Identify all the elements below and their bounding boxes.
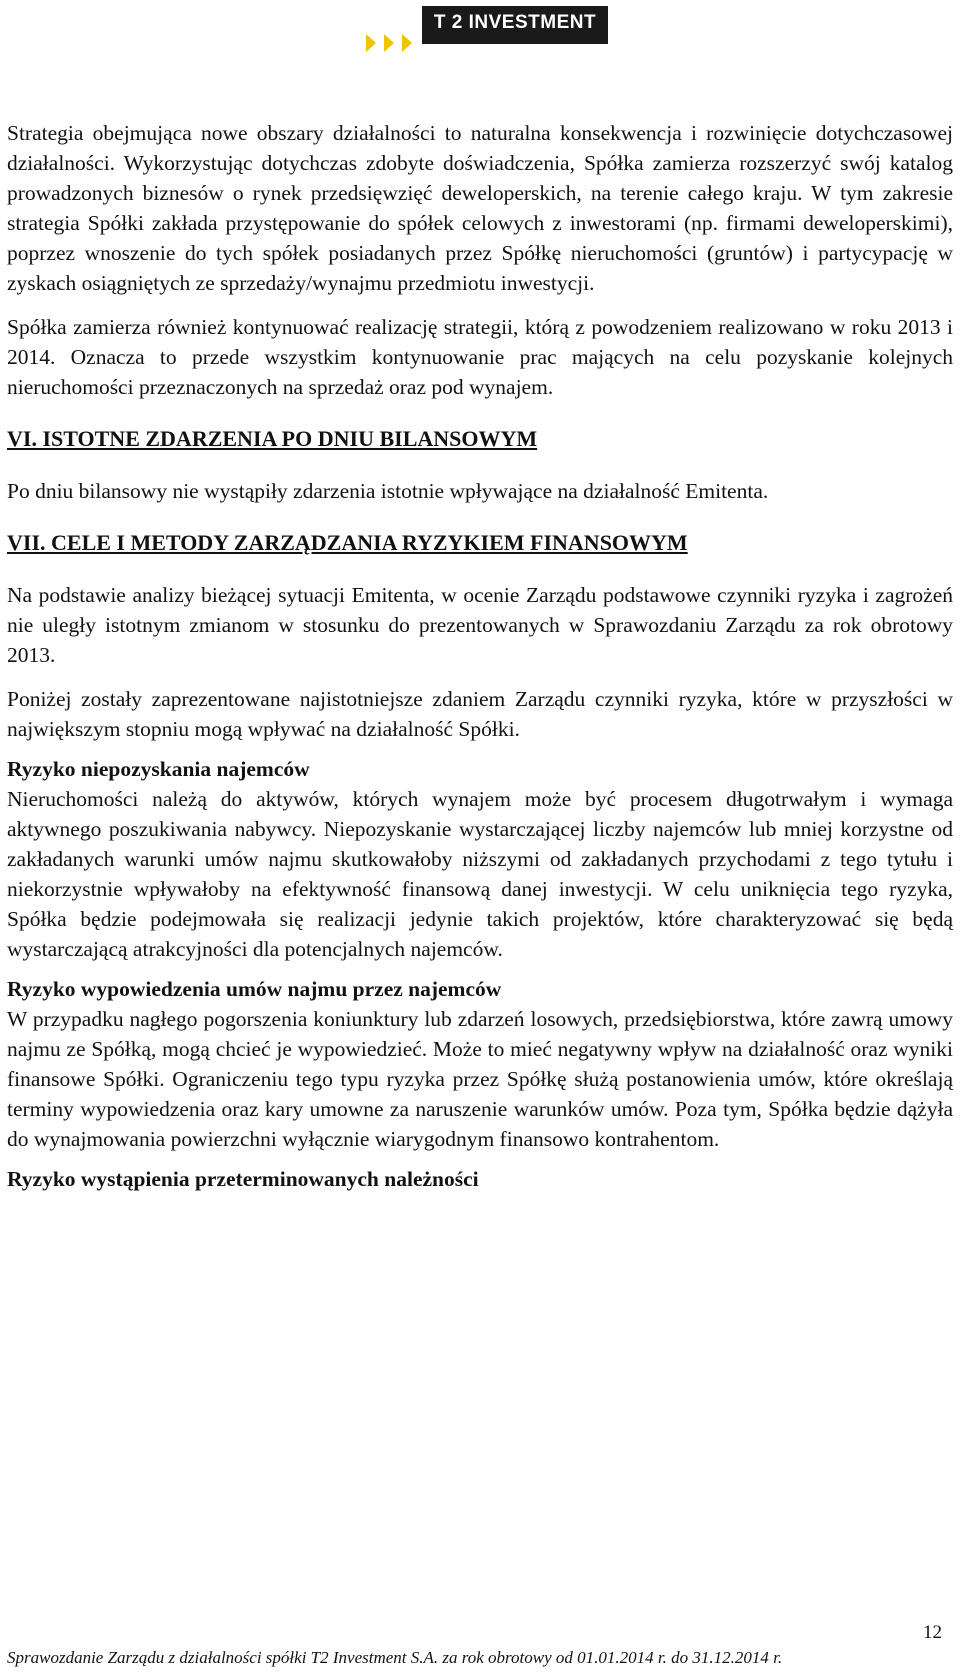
section-heading-risk: VII. CELE I METODY ZARZĄDZANIA RYZYKIEM FINANSOWYM	[7, 530, 688, 555]
paragraph-risk-termination: W przypadku nagłego pogorszenia koniunktury lub zdarzeń losowych, przedsiębiorstwa, które zawrą umowy najmu ze Spółką, mogą chcieć je wypowiedzieć. Może to mieć negatywny wpływ na działalność oraz wyniki finansowe Spółki. Ograniczeniu tego typu ryzyka przez Spółkę służą postanowienia umów, które określają terminy wypowiedzenia oraz kary umowne za naruszenie warunków umów. Poza tym, Spółka będzie dążyła do wynajmowania powierzchni wyłącznie wiarygodnym finansowo kontrahentom.	[7, 1007, 953, 1151]
document-body	[7, 118, 953, 1194]
paragraph-strategy-continued: Spółka zamierza również kontynuować realizację strategii, którą z powodzeniem realizowano w roku 2013 i 2014. Oznacza to przede wszystkim kontynuowanie prac mających na celu pozyskanie kolejnych nieruchomości przeznaczonych na sprzedaż oraz pod wynajem.	[7, 315, 953, 399]
section-heading-events: VI. ISTOTNE ZDARZENIA PO DNIU BILANSOWYM	[7, 426, 538, 451]
paragraph-strategy: Strategia obejmująca nowe obszary działalności to naturalna konsekwencja i rozwinięcie dotychczasowej działalności. Wykorzystując dotychczas zdobyte doświadczenia, Spółka zamierza rozszerzyć swój katalog prowadzonych biznesów o rynek przedsięwzięć deweloperskich, na terenie całego kraju. W tym zakresie strategia Spółki zakłada przystępowanie do spółek celowych z inwestorami (np. firmami deweloperskimi), poprzez wnoszenie do tych spółek posiadanych przez Spółkę nieruchomości (gruntów) i partycypację w zyskach osiągniętych ze sprzedaży/wynajmu przedmiotu inwestycji.	[7, 121, 953, 295]
page-footer: Sprawozdanie Zarządu z działalności spółki T2 Investment S.A. za rok obrotowy od 01.01.2014 r. do 31.12.2014 r.	[7, 1648, 783, 1667]
paragraph-risk-intro: Na podstawie analizy bieżącej sytuacji Emitenta, w ocenie Zarządu podstawowe czynniki ryzyka i zagrożeń nie uległy istotnym zmianom w stosunku do prezentowanych w Sprawozdaniu Zarządu za rok obrotowy 2013.	[7, 583, 953, 667]
paragraph-risk-list-intro: Poniżej zostały zaprezentowane najistotniejsze zdaniem Zarządu czynniki ryzyka, które w przyszłości w największym stopniu mogą wpływać na działalność Spółki.	[7, 687, 953, 741]
chevron-right-icon	[384, 34, 394, 52]
risk-heading-termination: Ryzyko wypowiedzenia umów najmu przez najemców	[7, 977, 502, 1001]
chevron-right-icon	[366, 34, 376, 52]
risk-heading-receivables: Ryzyko wystąpienia przeterminowanych należności	[7, 1167, 479, 1191]
chevron-right-icon	[402, 34, 412, 52]
paragraph-risk-tenants: Nieruchomości należą do aktywów, których wynajem może być procesem długotrwałym i wymaga aktywnego poszukiwania nabywcy. Niepozyskanie wystarczającej liczby najemców lub mniej korzystne od zakładanych warunki umów najmu skutkowałoby niższymi od zakładanych przychodami z tego tytułu i niekorzystnie wpływałoby na efektywność finansową danej inwestycji. W celu uniknięcia tego ryzyka, Spółka będzie podejmowała się realizacji jedynie takich projektów, które charakteryzować się będą wystarczającą atrakcyjności dla potencjalnych najemców.	[7, 787, 953, 961]
company-logo	[360, 6, 610, 52]
paragraph-events: Po dniu bilansowy nie wystąpiły zdarzenia istotnie wpływające na działalność Emitenta.	[7, 479, 769, 503]
page-number: 12	[923, 1622, 942, 1643]
risk-heading-tenants: Ryzyko niepozyskania najemców	[7, 757, 310, 781]
logo-text: T 2 INVESTMENT	[433, 12, 597, 33]
